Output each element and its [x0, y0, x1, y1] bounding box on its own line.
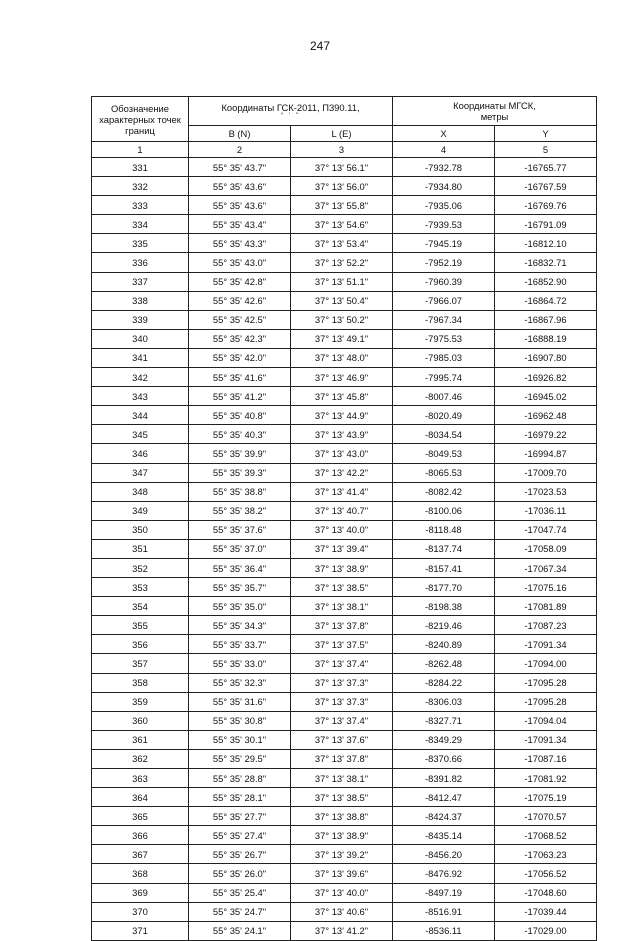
point-number-cell: 355 [92, 616, 189, 635]
latitude-b-cell: 55° 35' 43.4" [189, 215, 291, 234]
coord-x-cell: -8435.14 [393, 826, 495, 845]
latitude-b-cell: 55° 35' 43.6" [189, 177, 291, 196]
coord-x-cell: -8118.48 [393, 520, 495, 539]
header-l: L (E) [291, 126, 393, 142]
point-number-cell: 351 [92, 539, 189, 558]
point-number-cell: 335 [92, 234, 189, 253]
table-row [92, 711, 597, 730]
latitude-b-cell: 55° 35' 28.1" [189, 788, 291, 807]
coord-y-cell: -16994.87 [495, 444, 597, 463]
coord-x-cell: -8007.46 [393, 387, 495, 406]
header-num-2: 2 [189, 142, 291, 158]
latitude-b-cell: 55° 35' 41.6" [189, 368, 291, 387]
longitude-l-cell: 37° 13' 38.5" [291, 578, 393, 597]
coord-x-cell: -8284.22 [393, 673, 495, 692]
point-number-cell: 359 [92, 692, 189, 711]
table-row [92, 234, 597, 253]
header-num-1: 1 [92, 142, 189, 158]
latitude-b-cell: 55° 35' 42.0" [189, 348, 291, 367]
coord-x-cell: -8412.47 [393, 788, 495, 807]
latitude-b-cell: 55° 35' 40.3" [189, 425, 291, 444]
header-gsk-group [189, 97, 393, 126]
longitude-l-cell: 37° 13' 37.3" [291, 692, 393, 711]
latitude-b-cell: 55° 35' 43.0" [189, 253, 291, 272]
table-row [92, 826, 597, 845]
coord-x-cell: -7960.39 [393, 272, 495, 291]
longitude-l-cell: 37° 13' 37.4" [291, 711, 393, 730]
point-number-cell: 361 [92, 730, 189, 749]
latitude-b-cell: 55° 35' 28.8" [189, 769, 291, 788]
table-row [92, 673, 597, 692]
coord-y-cell: -16791.09 [495, 215, 597, 234]
longitude-l-cell: 37° 13' 38.8" [291, 807, 393, 826]
longitude-l-cell: 37° 13' 38.1" [291, 597, 393, 616]
table-row [92, 158, 597, 177]
point-number-cell: 352 [92, 558, 189, 577]
latitude-b-cell: 55° 35' 26.7" [189, 845, 291, 864]
point-number-cell: 342 [92, 368, 189, 387]
coord-x-cell: -8497.19 [393, 883, 495, 902]
longitude-l-cell: 37° 13' 40.6" [291, 902, 393, 921]
table-row [92, 501, 597, 520]
coord-x-cell: -7995.74 [393, 368, 495, 387]
point-number-cell: 366 [92, 826, 189, 845]
point-number-cell: 338 [92, 291, 189, 310]
point-number-cell: 336 [92, 253, 189, 272]
coord-x-cell: -8137.74 [393, 539, 495, 558]
coord-x-cell: -7966.07 [393, 291, 495, 310]
coord-y-cell: -17009.70 [495, 463, 597, 482]
coord-y-cell: -16962.48 [495, 406, 597, 425]
coord-y-cell: -17036.11 [495, 501, 597, 520]
coord-y-cell: -17058.09 [495, 539, 597, 558]
table-row [92, 807, 597, 826]
coord-y-cell: -17063.23 [495, 845, 597, 864]
coord-y-cell: -17094.00 [495, 654, 597, 673]
longitude-l-cell: 37° 13' 37.8" [291, 616, 393, 635]
longitude-l-cell: 37° 13' 40.0" [291, 520, 393, 539]
coord-y-cell: -17023.53 [495, 482, 597, 501]
coord-y-cell: -16979.22 [495, 425, 597, 444]
point-number-cell: 345 [92, 425, 189, 444]
table-row [92, 463, 597, 482]
latitude-b-cell: 55° 35' 35.0" [189, 597, 291, 616]
latitude-b-cell: 55° 35' 32.3" [189, 673, 291, 692]
coord-y-cell: -17087.23 [495, 616, 597, 635]
table-row [92, 692, 597, 711]
latitude-b-cell: 55° 35' 43.6" [189, 196, 291, 215]
latitude-b-cell: 55° 35' 36.4" [189, 558, 291, 577]
coord-y-cell: -17081.89 [495, 597, 597, 616]
point-number-cell: 333 [92, 196, 189, 215]
coord-y-cell: -16864.72 [495, 291, 597, 310]
coord-x-cell: -8240.89 [393, 635, 495, 654]
coord-x-cell: -8391.82 [393, 769, 495, 788]
coord-y-cell: -17068.52 [495, 826, 597, 845]
latitude-b-cell: 55° 35' 31.6" [189, 692, 291, 711]
longitude-l-cell: 37° 13' 39.6" [291, 864, 393, 883]
coord-y-cell: -17047.74 [495, 520, 597, 539]
coord-y-cell: -16867.96 [495, 310, 597, 329]
point-number-cell: 353 [92, 578, 189, 597]
coord-y-cell: -17091.34 [495, 635, 597, 654]
table-row [92, 654, 597, 673]
table-row [92, 845, 597, 864]
coord-x-cell: -8198.38 [393, 597, 495, 616]
table-row [92, 883, 597, 902]
coord-x-cell: -7975.53 [393, 329, 495, 348]
longitude-l-cell: 37° 13' 38.9" [291, 558, 393, 577]
table-row [92, 348, 597, 367]
latitude-b-cell: 55° 35' 39.9" [189, 444, 291, 463]
coord-y-cell: -16852.90 [495, 272, 597, 291]
point-number-cell: 331 [92, 158, 189, 177]
table-row [92, 921, 597, 940]
longitude-l-cell: 37° 13' 37.3" [291, 673, 393, 692]
coord-x-cell: -8424.37 [393, 807, 495, 826]
longitude-l-cell: 37° 13' 41.4" [291, 482, 393, 501]
table-row [92, 730, 597, 749]
coord-x-cell: -8370.66 [393, 749, 495, 768]
table-row [92, 864, 597, 883]
point-number-cell: 370 [92, 902, 189, 921]
longitude-l-cell: 37° 13' 44.9" [291, 406, 393, 425]
coord-y-cell: -16812.10 [495, 234, 597, 253]
coord-x-cell: -7952.19 [393, 253, 495, 272]
coord-x-cell: -7935.06 [393, 196, 495, 215]
longitude-l-cell: 37° 13' 38.5" [291, 788, 393, 807]
coord-x-cell: -8327.71 [393, 711, 495, 730]
header-mgsk-group: Координаты МГСК, метры [393, 97, 597, 126]
coord-y-cell: -17095.28 [495, 692, 597, 711]
table-row [92, 520, 597, 539]
latitude-b-cell: 55° 35' 42.3" [189, 329, 291, 348]
coord-x-cell: -7985.03 [393, 348, 495, 367]
coord-x-cell: -8536.11 [393, 921, 495, 940]
point-number-cell: 371 [92, 921, 189, 940]
latitude-b-cell: 55° 35' 41.2" [189, 387, 291, 406]
coord-y-cell: -16926.82 [495, 368, 597, 387]
header-x: X [393, 126, 495, 142]
header-num-4: 4 [393, 142, 495, 158]
coord-y-cell: -16945.02 [495, 387, 597, 406]
coord-y-cell: -17039.44 [495, 902, 597, 921]
coord-x-cell: -8219.46 [393, 616, 495, 635]
coord-x-cell: -8020.49 [393, 406, 495, 425]
latitude-b-cell: 55° 35' 43.3" [189, 234, 291, 253]
header-gsk-units: ° ' " [280, 113, 300, 119]
latitude-b-cell: 55° 35' 37.6" [189, 520, 291, 539]
table-row [92, 196, 597, 215]
point-number-cell: 357 [92, 654, 189, 673]
longitude-l-cell: 37° 13' 48.0" [291, 348, 393, 367]
coord-y-cell: -16832.71 [495, 253, 597, 272]
page-number: 247 [309, 39, 331, 53]
table-row [92, 329, 597, 348]
latitude-b-cell: 55° 35' 43.7" [189, 158, 291, 177]
latitude-b-cell: 55° 35' 33.7" [189, 635, 291, 654]
coord-x-cell: -7967.34 [393, 310, 495, 329]
point-number-cell: 334 [92, 215, 189, 234]
longitude-l-cell: 37° 13' 52.2" [291, 253, 393, 272]
latitude-b-cell: 55° 35' 24.7" [189, 902, 291, 921]
point-number-cell: 332 [92, 177, 189, 196]
latitude-b-cell: 55° 35' 40.8" [189, 406, 291, 425]
point-number-cell: 347 [92, 463, 189, 482]
point-number-cell: 368 [92, 864, 189, 883]
latitude-b-cell: 55° 35' 35.7" [189, 578, 291, 597]
latitude-b-cell: 55° 35' 42.6" [189, 291, 291, 310]
longitude-l-cell: 37° 13' 45.8" [291, 387, 393, 406]
latitude-b-cell: 55° 35' 38.2" [189, 501, 291, 520]
coord-y-cell: -17056.52 [495, 864, 597, 883]
table-row [92, 635, 597, 654]
longitude-l-cell: 37° 13' 43.9" [291, 425, 393, 444]
header-b: B (N) [189, 126, 291, 142]
table-row [92, 539, 597, 558]
longitude-l-cell: 37° 13' 40.7" [291, 501, 393, 520]
point-number-cell: 339 [92, 310, 189, 329]
longitude-l-cell: 37° 13' 37.5" [291, 635, 393, 654]
longitude-l-cell: 37° 13' 37.4" [291, 654, 393, 673]
longitude-l-cell: 37° 13' 37.8" [291, 749, 393, 768]
longitude-l-cell: 37° 13' 39.2" [291, 845, 393, 864]
table-row [92, 291, 597, 310]
longitude-l-cell: 37° 13' 56.0" [291, 177, 393, 196]
table-row [92, 253, 597, 272]
table-row [92, 368, 597, 387]
longitude-l-cell: 37° 13' 54.6" [291, 215, 393, 234]
latitude-b-cell: 55° 35' 42.5" [189, 310, 291, 329]
latitude-b-cell: 55° 35' 27.7" [189, 807, 291, 826]
point-number-cell: 344 [92, 406, 189, 425]
longitude-l-cell: 37° 13' 49.1" [291, 329, 393, 348]
longitude-l-cell: 37° 13' 53.4" [291, 234, 393, 253]
longitude-l-cell: 37° 13' 56.1" [291, 158, 393, 177]
point-number-cell: 365 [92, 807, 189, 826]
point-number-cell: 367 [92, 845, 189, 864]
coordinates-table [91, 96, 597, 941]
table-row [92, 902, 597, 921]
longitude-l-cell: 37° 13' 50.4" [291, 291, 393, 310]
latitude-b-cell: 55° 35' 42.8" [189, 272, 291, 291]
point-number-cell: 346 [92, 444, 189, 463]
longitude-l-cell: 37° 13' 41.2" [291, 921, 393, 940]
longitude-l-cell: 37° 13' 42.2" [291, 463, 393, 482]
point-number-cell: 343 [92, 387, 189, 406]
longitude-l-cell: 37° 13' 50.2" [291, 310, 393, 329]
latitude-b-cell: 55° 35' 25.4" [189, 883, 291, 902]
coord-x-cell: -8516.91 [393, 902, 495, 921]
table-row [92, 425, 597, 444]
coord-x-cell: -8049.53 [393, 444, 495, 463]
coord-y-cell: -17095.28 [495, 673, 597, 692]
coord-y-cell: -16888.19 [495, 329, 597, 348]
coord-x-cell: -8100.06 [393, 501, 495, 520]
point-number-cell: 369 [92, 883, 189, 902]
latitude-b-cell: 55° 35' 39.3" [189, 463, 291, 482]
longitude-l-cell: 37° 13' 46.9" [291, 368, 393, 387]
coord-y-cell: -17029.00 [495, 921, 597, 940]
coord-y-cell: -17094.04 [495, 711, 597, 730]
point-number-cell: 356 [92, 635, 189, 654]
point-number-cell: 358 [92, 673, 189, 692]
coord-y-cell: -17075.19 [495, 788, 597, 807]
coord-x-cell: -8349.29 [393, 730, 495, 749]
longitude-l-cell: 37° 13' 40.0" [291, 883, 393, 902]
longitude-l-cell: 37° 13' 55.8" [291, 196, 393, 215]
coord-x-cell: -8177.70 [393, 578, 495, 597]
coord-x-cell: -8157.41 [393, 558, 495, 577]
latitude-b-cell: 55° 35' 37.0" [189, 539, 291, 558]
coord-x-cell: -8065.53 [393, 463, 495, 482]
header-num-5: 5 [495, 142, 597, 158]
coord-x-cell: -8456.20 [393, 845, 495, 864]
longitude-l-cell: 37° 13' 37.6" [291, 730, 393, 749]
point-number-cell: 363 [92, 769, 189, 788]
coord-x-cell: -8082.42 [393, 482, 495, 501]
table-row [92, 387, 597, 406]
table-row [92, 616, 597, 635]
coord-y-cell: -17067.34 [495, 558, 597, 577]
coord-y-cell: -17087.16 [495, 749, 597, 768]
table-row [92, 482, 597, 501]
table-row [92, 272, 597, 291]
coord-x-cell: -7934.80 [393, 177, 495, 196]
coord-x-cell: -8306.03 [393, 692, 495, 711]
header-num-3: 3 [291, 142, 393, 158]
point-number-cell: 362 [92, 749, 189, 768]
coord-y-cell: -16769.76 [495, 196, 597, 215]
coord-x-cell: -7945.19 [393, 234, 495, 253]
latitude-b-cell: 55° 35' 30.1" [189, 730, 291, 749]
coord-y-cell: -17091.34 [495, 730, 597, 749]
longitude-l-cell: 37° 13' 51.1" [291, 272, 393, 291]
latitude-b-cell: 55° 35' 29.5" [189, 749, 291, 768]
latitude-b-cell: 55° 35' 33.0" [189, 654, 291, 673]
coord-x-cell: -8476.92 [393, 864, 495, 883]
coord-y-cell: -17075.16 [495, 578, 597, 597]
table-row [92, 215, 597, 234]
longitude-l-cell: 37° 13' 38.1" [291, 769, 393, 788]
table-row [92, 177, 597, 196]
point-number-cell: 348 [92, 482, 189, 501]
coord-x-cell: -7932.78 [393, 158, 495, 177]
coord-y-cell: -17081.92 [495, 769, 597, 788]
coord-y-cell: -16767.59 [495, 177, 597, 196]
longitude-l-cell: 37° 13' 39.4" [291, 539, 393, 558]
point-number-cell: 364 [92, 788, 189, 807]
table-row [92, 310, 597, 329]
coord-y-cell: -16907.80 [495, 348, 597, 367]
point-number-cell: 337 [92, 272, 189, 291]
table-row [92, 444, 597, 463]
point-number-cell: 354 [92, 597, 189, 616]
latitude-b-cell: 55° 35' 34.3" [189, 616, 291, 635]
latitude-b-cell: 55° 35' 38.8" [189, 482, 291, 501]
point-number-cell: 350 [92, 520, 189, 539]
point-number-cell: 349 [92, 501, 189, 520]
header-gsk-title: Координаты ГСК-2011, П390.11, [221, 102, 360, 113]
longitude-l-cell: 37° 13' 38.9" [291, 826, 393, 845]
coord-x-cell: -8262.48 [393, 654, 495, 673]
table-row [92, 558, 597, 577]
latitude-b-cell: 55° 35' 24.1" [189, 921, 291, 940]
coord-y-cell: -16765.77 [495, 158, 597, 177]
header-y: Y [495, 126, 597, 142]
latitude-b-cell: 55° 35' 26.0" [189, 864, 291, 883]
coord-y-cell: -17048.60 [495, 883, 597, 902]
point-number-cell: 340 [92, 329, 189, 348]
coord-x-cell: -8034.54 [393, 425, 495, 444]
header-point-designation: Обозначение характерных точек границ [92, 97, 189, 142]
table-row [92, 597, 597, 616]
coord-x-cell: -7939.53 [393, 215, 495, 234]
latitude-b-cell: 55° 35' 30.8" [189, 711, 291, 730]
longitude-l-cell: 37° 13' 43.0" [291, 444, 393, 463]
table-row [92, 749, 597, 768]
table-row [92, 788, 597, 807]
table-row [92, 406, 597, 425]
point-number-cell: 360 [92, 711, 189, 730]
table-row [92, 578, 597, 597]
table-body [92, 158, 597, 941]
table-row [92, 769, 597, 788]
coord-y-cell: -17070.57 [495, 807, 597, 826]
latitude-b-cell: 55° 35' 27.4" [189, 826, 291, 845]
point-number-cell: 341 [92, 348, 189, 367]
